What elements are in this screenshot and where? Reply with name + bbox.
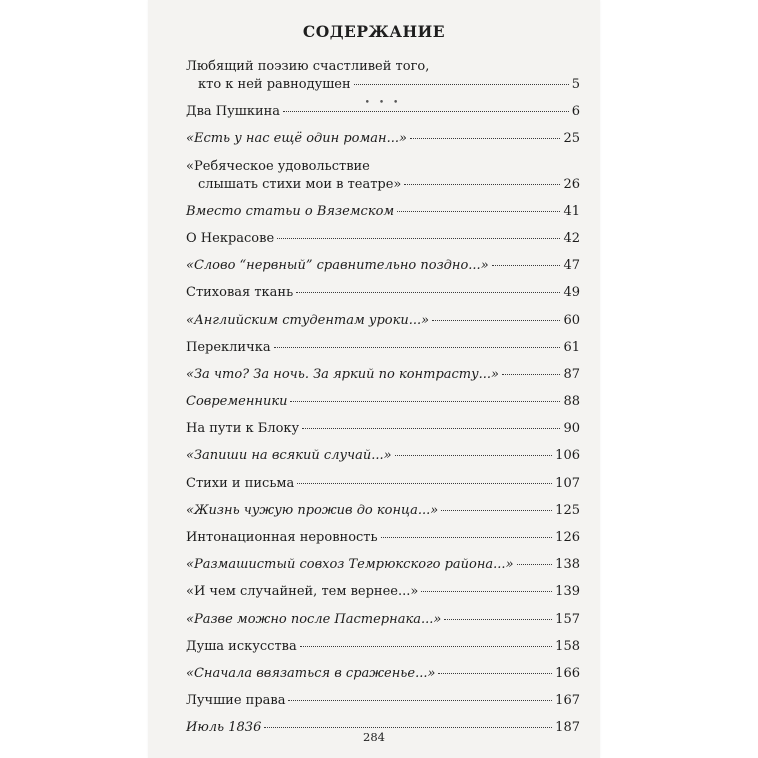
toc-entry-page: 88 [563,394,580,410]
toc-entry-page: 25 [563,131,580,147]
dot-leader [397,211,560,212]
dot-leader [404,184,560,185]
toc-entry [186,665,580,692]
toc-entry-page: 106 [555,448,580,464]
toc-entry [186,312,580,339]
toc-entry-page: 60 [563,312,580,328]
toc-entry-page: 5 [571,77,580,92]
toc-entry-row [186,529,580,547]
dot-leader [300,646,552,647]
toc-entry [186,529,580,556]
dot-leader [438,673,552,674]
toc-entry-title: Душа искусства [186,638,297,654]
table-of-contents [186,58,580,747]
dot-leader [288,700,552,701]
toc-entry-title: Стиховая ткань [186,285,294,301]
toc-entry-page: 47 [563,258,580,274]
dot-leader [492,265,561,266]
toc-entry-row [186,366,580,384]
dot-leader [354,84,569,85]
toc-entry-row [186,611,580,629]
toc-entry-page: 107 [555,475,580,491]
toc-entry-page: 90 [563,421,580,437]
toc-entry [186,420,580,447]
toc-entry-title: «Английским студентам уроки...» [186,312,430,328]
toc-entry-title: кто к ней равнодушен [198,77,351,92]
toc-entry [186,556,580,583]
toc-entry-title: «Слово “нервный” сравнительно поздно...» [186,258,489,274]
toc-entry-title: Два Пушкина [186,104,281,120]
dot-leader [441,510,552,511]
toc-entry-row [186,502,580,520]
toc-entry [186,692,580,719]
toc-entry-row [186,176,580,194]
toc-entry-page: 126 [555,530,580,545]
toc-entry-page: 6 [571,104,580,120]
toc-entry-page: 139 [555,584,580,600]
toc-entry-page: 87 [563,366,580,382]
toc-entry-title: «Запиши на всякий случай...» [186,448,392,464]
toc-entry [186,58,580,103]
toc-entry-row [186,692,580,710]
toc-entry-row [186,284,580,302]
dot-leader [277,238,560,239]
dot-leader [290,401,560,402]
toc-entry-page: 61 [563,339,580,355]
toc-entry-title: «Есть у нас ещё один роман...» [186,131,407,147]
toc-entry-page: 157 [555,611,580,627]
toc-entry-row [186,203,580,221]
dot-leader [297,483,552,484]
toc-entry-row [186,420,580,438]
toc-entry-title: Перекличка [186,339,271,355]
toc-entry-row [186,339,580,357]
toc-entry-page: 49 [563,285,580,301]
dot-leader [432,320,560,321]
toc-entry-title: Июль 1836 [186,720,262,736]
toc-entry [186,257,580,284]
toc-entry-title-line1: Любящий поэзию счастливей того, [186,59,430,74]
toc-entry-title: слышать стихи мои в театре» [198,176,402,192]
toc-entry-row [186,583,580,601]
book-page [148,0,600,758]
toc-entry [186,611,580,638]
page-number: 284 [363,730,385,744]
toc-entry-title: «Сначала ввязаться в сраженье...» [186,665,436,681]
toc-entry [186,502,580,529]
toc-entry [186,393,580,420]
toc-entry-row [186,393,580,411]
dot-leader [381,537,553,538]
toc-entry [186,475,580,502]
toc-entry [186,230,580,257]
toc-entry-title: Современники [186,394,288,410]
toc-entry-page: 42 [563,230,580,246]
toc-entry-row [186,556,580,574]
toc-entry-title: «Жизнь чужую прожив до конца...» [186,502,439,518]
dot-leader [264,727,552,728]
toc-entry-page: 167 [555,693,580,709]
toc-entry-row [186,230,580,248]
toc-entry [186,339,580,366]
dot-leader [283,111,569,112]
toc-entry [186,638,580,665]
toc-entry [186,203,580,230]
toc-entry-page: 187 [555,720,580,736]
toc-entry-title: «Размашистый совхоз Темрюкского района...» [186,557,514,573]
toc-entry-title: Вместо статьи о Вяземском [186,203,395,219]
toc-entry-page: 158 [555,638,580,654]
toc-entry-title-line1: «Ребяческое удовольствие [186,158,370,174]
toc-entry-title: Интонационная неровность [186,530,378,545]
toc-entry-row [186,130,580,148]
toc-entry-page: 166 [555,665,580,681]
dot-leader [302,428,560,429]
section-ornament: • • • [364,98,402,108]
toc-entry-row [186,638,580,656]
dot-leader [395,455,553,456]
toc-entry-row [186,257,580,275]
dot-leader [421,591,552,592]
dot-leader [517,564,553,565]
toc-entry [186,583,580,610]
toc-entry [186,103,580,130]
toc-entry-row [186,103,580,121]
dot-leader [444,619,552,620]
toc-entry-title: Стихи и письма [186,475,295,491]
dot-leader [410,138,561,139]
toc-entry-title: «И чем случайней, тем вернее...» [186,584,419,600]
toc-entry [186,366,580,393]
dot-leader [296,292,560,293]
toc-entry-title: О Некрасове [186,230,275,246]
toc-entry-title: На пути к Блоку [186,421,300,437]
toc-entry-row [186,475,580,493]
toc-entry [186,284,580,311]
dot-leader [274,347,561,348]
toc-entry-title: Лучшие права [186,693,286,709]
page-title: СОДЕРЖАНИЕ [302,22,446,41]
toc-entry-page: 26 [563,176,580,192]
dot-leader [502,374,560,375]
toc-entry-title: «За что? За ночь. За яркий по контрасту...» [186,366,500,382]
toc-entry-row [186,447,580,465]
toc-entry-title: «Разве можно после Пастернака...» [186,611,442,627]
toc-entry-row [186,312,580,330]
toc-entry-row [186,665,580,683]
toc-entry-page: 138 [555,557,580,573]
toc-entry [186,447,580,474]
toc-entry-row [186,76,580,94]
toc-entry [186,158,580,203]
toc-entry-page: 125 [555,502,580,518]
toc-entry-page: 41 [563,203,580,219]
toc-entry [186,130,580,157]
